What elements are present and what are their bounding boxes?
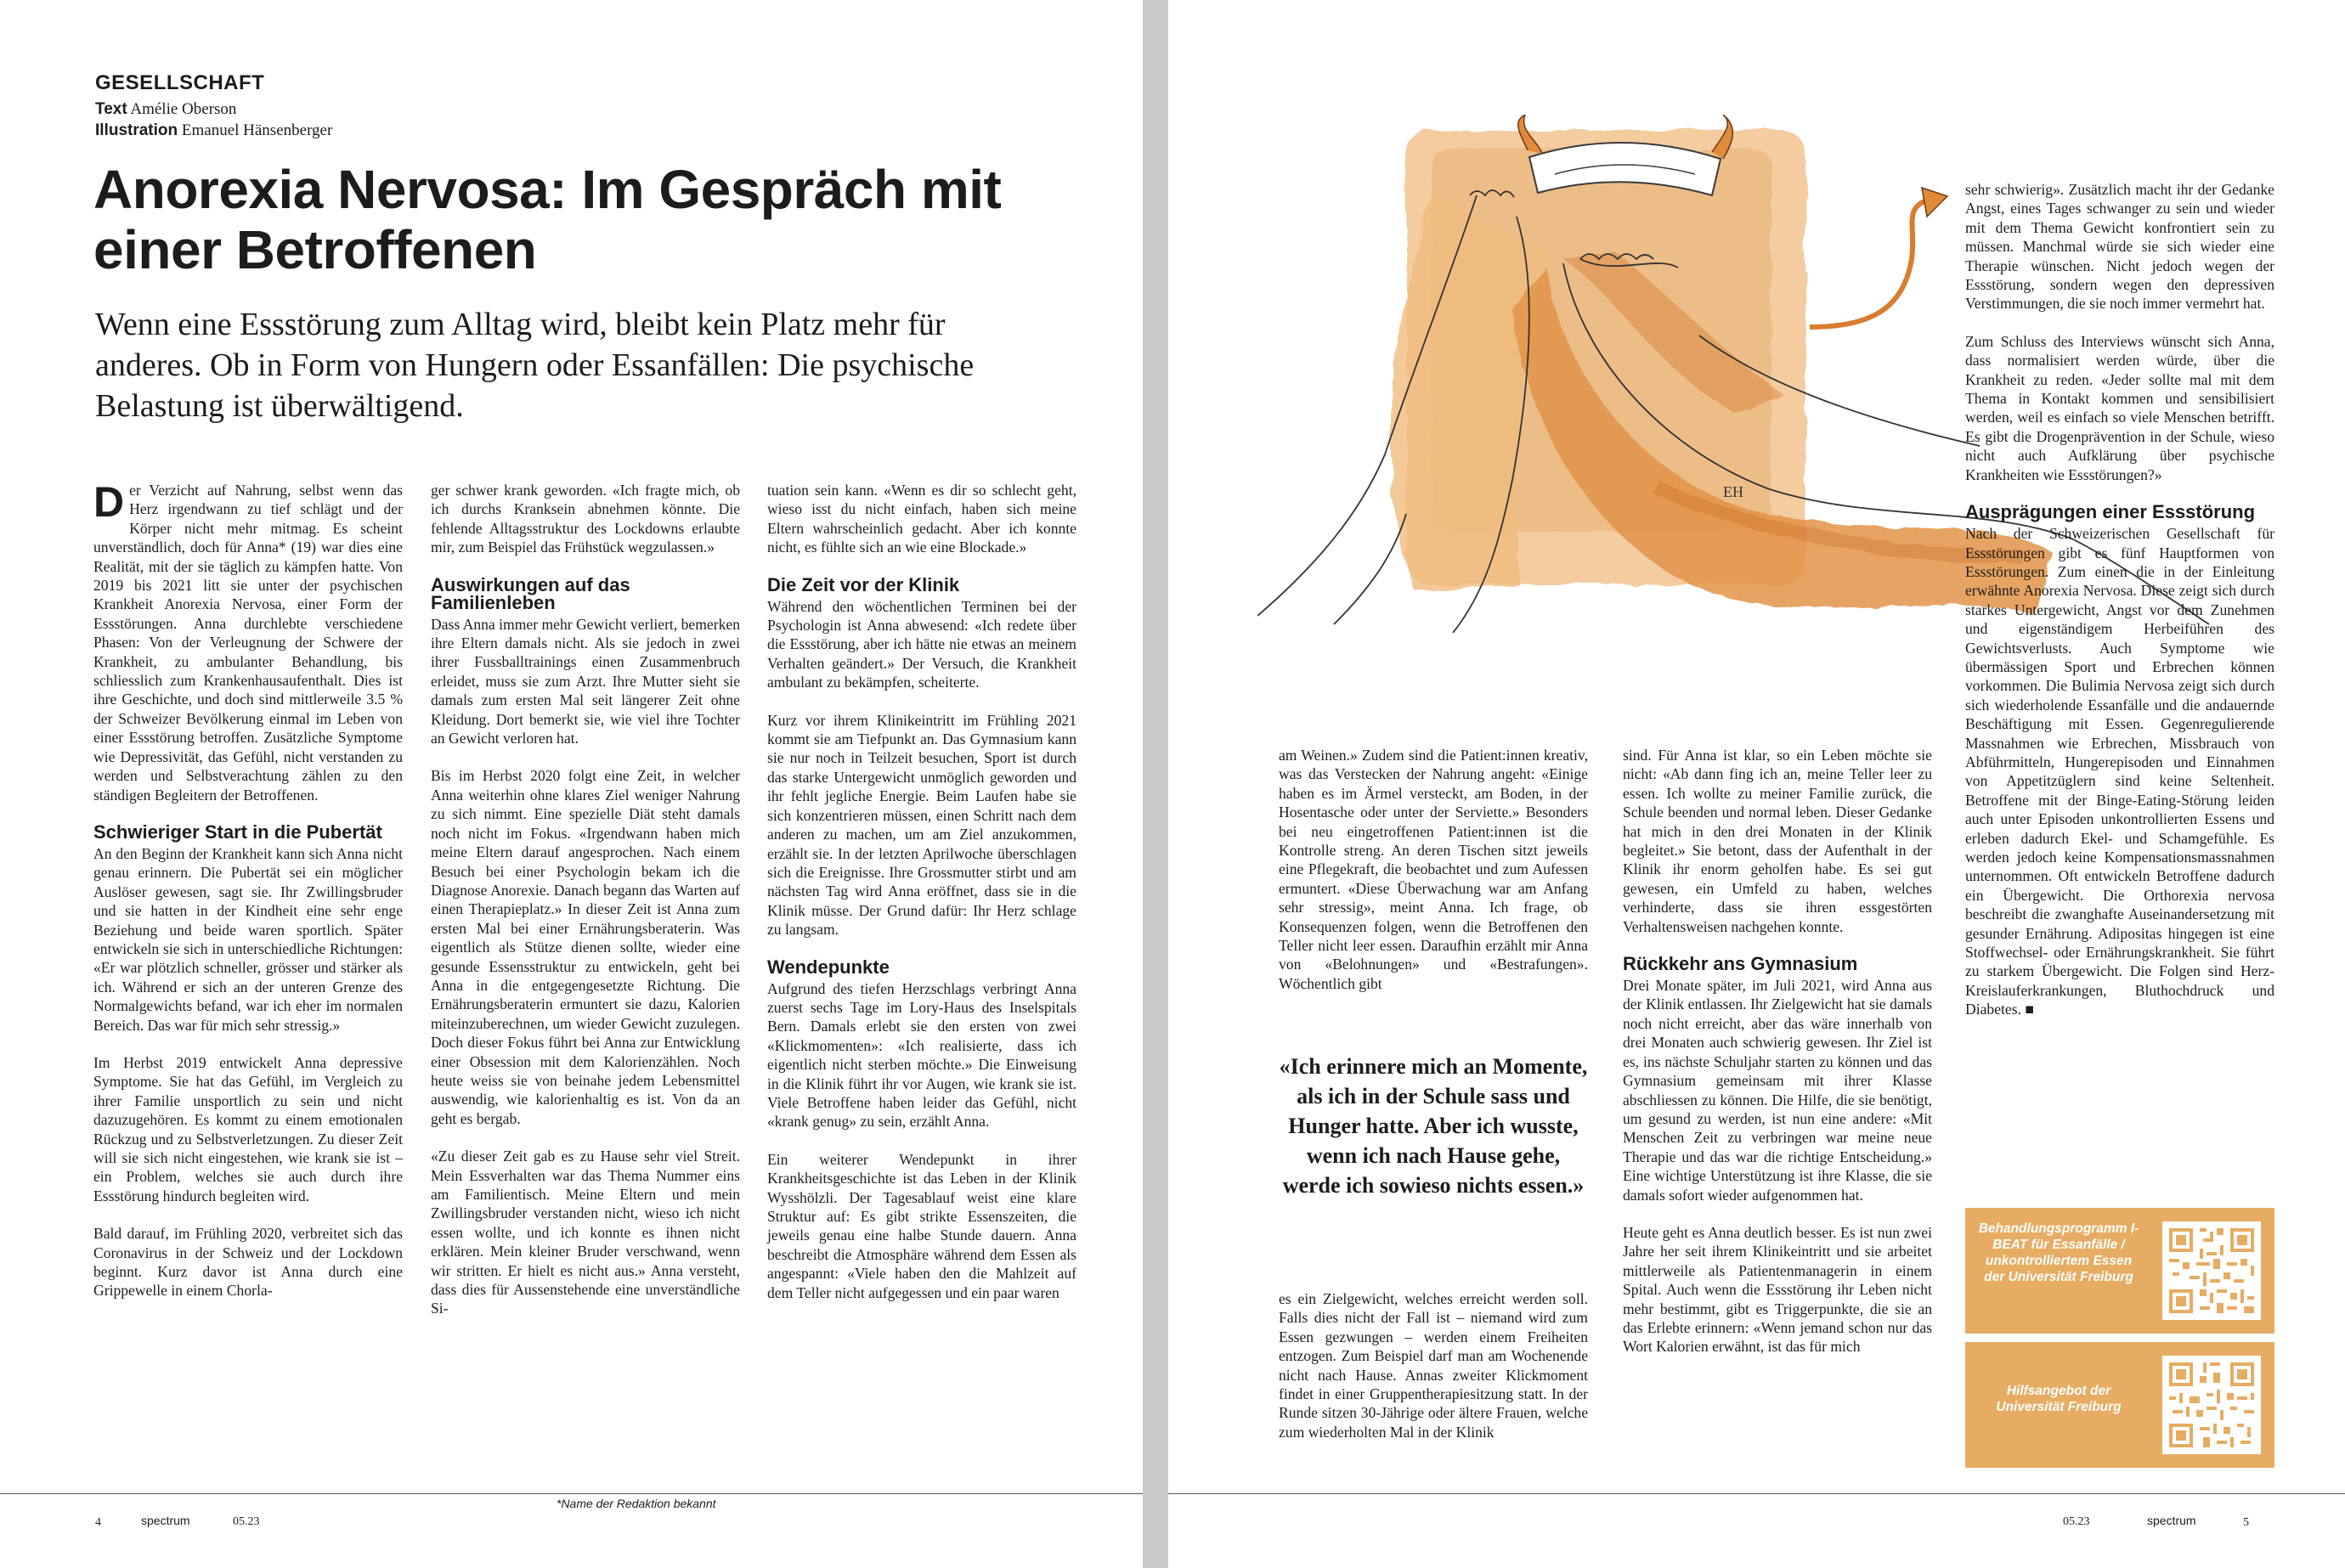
- paragraph: «Zu dieser Zeit gab es zu Hause sehr viel Streit. Mein Essverhalten war das Thema Nummer eins am Familientisch. Meine Eltern und mein Zwillingsbruder verstanden nicht, wieso ich nicht essen wollte, und ich konnte es ihnen nicht erklären. Mein kleiner Bruder verschwand, wenn wir stritten. Er hielt es nicht aus.» Anna versteht, dass dies für Aussenstehende eine unverständliche Si-: [431, 1148, 740, 1317]
- magazine-name: spectrum: [2147, 1514, 2196, 1527]
- drop-cap: D: [93, 478, 125, 526]
- credit-text-author: Amélie Oberson: [130, 100, 237, 118]
- qr-card-hilfsangebot[interactable]: [1965, 1342, 2274, 1468]
- paragraph: Im Herbst 2019 entwickelt Anna depressive Symptome. Sie hat das Gefühl, im Vergleich zu ihrer Familie unsportlich zu sein und nicht dazuzugehören. Es kommt zu einem emotionalen Rückzug und zu Selbstverletzungen. Zu dieser Zeit will sie sich nicht eingestehen, wie krank sie ist – ein Problem, welches sie auch durch ihre Essstörung hindurch begleiten wird.: [93, 1053, 403, 1204]
- lead-line-3: Belastung ist überwältigend.: [95, 388, 464, 424]
- text-column-1: [93, 478, 403, 1319]
- article-lead: [95, 304, 1132, 426]
- paragraph: tuation sein kann. «Wenn es dir so schlecht geht, wieso isst du nicht einfach, haben sich meine Eltern wahrscheinlich gedacht. Aber ich konnte nicht, es fühlte sich an wie eine Blockade.»: [767, 482, 1076, 556]
- qr-caption: Behandlungsprogramm I-BEAT für Essanfälle / unkontrolliertem Essen der Universität Freiburg: [1978, 1221, 2139, 1284]
- paragraph: Bis im Herbst 2020 folgt eine Zeit, in welcher Anna weiterhin ohne klares Ziel weniger Nahrung zu sich nimmt. Eine spezielle Diät steht damals noch nicht im Fokus. «Irgendwann haben mich meine Eltern darauf angesprochen. Nach einem Besuch bei einer Psychologin bekam ich die Diagnose Anorexie. Danach begann das Warten auf einen Therapieplatz.» In dieser Zeit ist Anna zum ersten Mal bei einer Ernährungsberaterin. Was eigentlich als Stütze dienen sollte, wieder eine gesunde Essensstruktur zu entwickeln, geht bei Anna in die entgegengesetzte Richtung. Die Ernährungsberaterin ermuntert sie dazu, Kalorien miteinzuberechnen, um wieder Gewicht zuzulegen. Doch dieser Fokus führt bei Anna zur Entwicklung einer Obsession mit dem Kalorienzählen. Noch heute weiss sie von beinahe jedem Lebensmittel auswendig, wie kalorienhaltig es ist. Von da an geht es bergab.: [431, 767, 740, 1127]
- article-title: [93, 160, 1113, 280]
- subheading: Rückkehr ans Gymnasium: [1623, 953, 1858, 975]
- text-column-b: [1623, 746, 1932, 1375]
- credits: [95, 99, 332, 141]
- text-column-c: [1965, 180, 2274, 1038]
- paragraph: Zum Schluss des Interviews wünscht sich Anna, dass normalisiert werden würde, über die Krankheit zu reden. «Jeder sollte mal mit dem Thema in Kontakt kommen und sensibilisiert werden, weil es einfach so viele Menschen betrifft. Es gibt die Drogenprävention in der Schule, wieso nicht auch Aufklärung über psychische Krankheiten wie Essstörungen?»: [1965, 332, 2274, 483]
- qr-card-ibeat[interactable]: [1965, 1208, 2274, 1334]
- left-page: [0, 0, 1143, 1568]
- qr-caption: Hilfsangebot der Universität Freiburg: [1996, 1384, 2122, 1414]
- illustration-signature: EH: [1723, 483, 1743, 500]
- paragraph: am Weinen.» Zudem sind die Patient:innen kreativ, was das Verstecken der Nahrung angeht: «Einige haben es im Ärmel versteckt, am Boden, in der Hosentasche oder unter der Serviette.» Besonders bei neu eingetroffenen Patient:innen ist die Kontrolle streng. An deren Tischen sitzt jeweils eine Pflegekraft, die beobachtet und zum Aufessen ermuntert. «Diese Überwachung war am Anfang sehr stressig», meint Anna. Ich frage, ob Konsequenzen folgen, wenn die Betroffenen den Teller nicht leer essen. Daraufhin erzählt mir Anna von «Belohnungen» und «Bestrafungen». Wöchentlich gibt: [1279, 747, 1588, 992]
- magazine-name: spectrum: [141, 1514, 190, 1527]
- credit-text-label: Text: [95, 100, 127, 118]
- watercolor-wash: [1391, 130, 2052, 616]
- paragraph: Nach der Schweizerischen Gesellschaft für Essstörungen gibt es fünf Hauptformen von Essstörungen. Zum einen die in der Einleitung erwähnte Anorexia Nervosa. Diese zeigt sich durch starkes Untergewicht, Angst vor dem Zunehmen und eigenständigem Herbeiführen des Gewichtsverlusts. Auch Symptome wie übermässigen Sport und Erbrechen können vorkommen. Die Bulimia Nervosa zeigt sich durch sich wiederholende Essanfälle und die andauernde Beschäftigung mit Essen. Gegenregulierende Massnahmen wie Erbrechen, Missbrauch von Abführmitteln, Hungerepisoden und Einnahmen von Appetitzüglern sind keine Seltenheit. Betroffene mit der Binge-Eating-Störung leiden auch unter Episoden unkontrollierten Essens und erleben dadurch Ekel- und Schamgefühle. Es werden jedoch keine Kompensationsmassnahmen unternommen. Oft entwickeln Betroffene dadurch ein Übergewicht. Die Orthorexia nervosa beschreibt die zwanghafte Auseinandersetzung mit gesunder Ernährung. Adipositas hingegen ist eine Stoffwechsel- oder Ernährungskrankheit. Sie führt zu starkem Übergewicht. Die Folgen sind Herz-Kreislauferkrankungen, Bluthochdruck und Diabetes. ■: [1965, 525, 2274, 1018]
- page-number: 4: [95, 1516, 101, 1529]
- subheading: Auswirkungen auf das Familienleben: [431, 573, 630, 613]
- paragraph: Dass Anna immer mehr Gewicht verliert, bemerken ihre Eltern damals nicht. Als sie jedoch in zwei ihrer Fussballtrainings einen Zusammenbruch erleidet, muss sie zum Arzt. Ihre Mutter sieht sie damals zum ersten Mal seit längerer Zeit ohne Kleidung. Dort bemerkt sie, wie viel ihre Tochter an Gewicht verloren hat.: [431, 615, 740, 747]
- paragraph: Während den wöchentlichen Terminen bei der Psychologin ist Anna abwesend: «Ich redete über die Essstörung, aber ich hätte nie etwas an meinem Verhalten geändert.» Der Versuch, die Krankheit ambulant zu bekämpfen, scheiterte.: [767, 597, 1076, 691]
- text-column-a-continued: [1279, 1289, 1588, 1460]
- paragraph: ger schwer krank geworden. «Ich fragte mich, ob ich durchs Kranksein abnehmen könnte. Die fehlende Alltagsstruktur des Lockdowns erlaubte mir, zum Beispiel das Frühstück wegzulassen.»: [431, 482, 740, 556]
- page-number: 5: [2243, 1516, 2249, 1529]
- title-line-1: Anorexia Nervosa: Im Gespräch mit: [93, 159, 1002, 220]
- credit-illu-label: Illustration: [95, 121, 178, 139]
- paragraph: es ein Zielgewicht, welches erreicht werden soll. Falls dies nicht der Fall ist – niemand wird zum Essen gezwungen – werden einem Freiheiten entzogen. Zum Beispiel darf man am Wochenende nicht nach Hause. Annas zweiter Klickmoment findet in einer Gruppentherapiesitzung statt. In der Runde sitzen 30-Jährige oder ältere Frauen, welche zum wiederholten Mal in der Klinik: [1279, 1290, 1588, 1441]
- paragraph: An den Beginn der Krankheit kann sich Anna nicht genau erinnern. Die Pubertät sei ein möglicher Auslöser gewesen, sagt sie. Ihr Zwillingsbruder und sie hatten in der Kindheit eine sehr enge Beziehung und beide waren sportlich. Später entwickeln sie sich in unterschiedliche Richtungen: «Er war plötzlich schneller, grösser und stärker als ich. Während er sich an der unteren Grenze des Normalgewichts befand, war ich eher im normalen Bereich. Das war für mich sehr stressig.»: [93, 844, 403, 1034]
- footer-rule: [1168, 1493, 2345, 1494]
- text-column-2: [431, 481, 740, 1337]
- credit-illu-author: Emanuel Hänsenberger: [181, 121, 333, 139]
- devil-tail: [1810, 200, 1929, 327]
- paragraph: er Verzicht auf Nahrung, selbst wenn das Herz irgendwann zu tief schlägt und der Körper nicht mehr mitmag. Es scheint unverständlich, doch für Anna* (19) war dies eine Realität, mit der sie täglich zu kämpfen hatte. Von 2019 bis 2021 litt sie unter der psychischen Krankheit Anorexia Nervosa, einer Form der Essstörungen. Anna durchlebte verschiedene Phasen: Von der Verleugnung der Schwere der Krankheit, zu ambulanter Behandlung, bis schliesslich zum Krankenhausaufenthalt. Dies ist ihre Geschichte, und doch sind mittlerweile 3.5 % der Schweizer Bevölkerung einmal im Leben von einer Essstörung betroffen. Zusätzliche Symptome wie Depressivität, das Gefühl, nicht verstanden zu werden und Selbstverachtung zählen zu den ständigen Begleitern der Betroffenen.: [93, 482, 403, 804]
- right-page: [1168, 0, 2345, 1568]
- qr-code[interactable]: [2162, 1356, 2261, 1454]
- qr-code[interactable]: [2162, 1221, 2261, 1320]
- paragraph: Bald darauf, im Frühling 2020, verbreitet sich das Coronavirus in der Schweiz und der Lockdown beginnt. Kurz davor ist Anna durch eine Grippewelle in einem Chorla-: [93, 1225, 403, 1300]
- paragraph: Drei Monate später, im Juli 2021, wird Anna aus der Klinik entlassen. Ihr Zielgewicht hat sie damals noch nicht erreicht, aber das wäre innerhalb von drei Monaten auch schwierig gewesen. Ihr Ziel ist es, ins nächste Schuljahr starten zu können und das Gymnasium gemeinsam mit ihrer Klasse abschliessen zu können. Die Hilfe, die sie benötigt, um gesund zu werden, ist nun eine andere: «Mit Menschen Zeit zu verbringen war meine neue Therapie und das war die richtige Entscheidung.» Eine wichtige Unterstützung ist ihre Klasse, die sie damals sofort wieder aufgenommen hat.: [1623, 977, 1932, 1204]
- devil-tail-tip: [1922, 188, 1947, 217]
- text-column-3: [767, 481, 1076, 1321]
- subheading: Wendepunkte: [767, 956, 890, 978]
- subheading: Die Zeit vor der Klinik: [767, 573, 960, 595]
- text-column-a: [1279, 746, 1588, 1012]
- subheading: Ausprägungen einer Essstörung: [1965, 501, 2256, 523]
- issue-number: 05.23: [2063, 1515, 2090, 1528]
- section-label: GESELLSCHAFT: [95, 71, 265, 94]
- paragraph: sind. Für Anna ist klar, so ein Leben möchte sie nicht: «Ab dann fing ich an, meine Teller leer zu essen. Ich wollte zu meiner Familie zurück, die Schule beenden und normal leben. Dieser Gedanke hat mich in den drei Monaten in der Klinik begleitet.» Sie betont, dass der Aufenthalt in der Klinik ihr enorm geholfen habe. Es sei gut gewesen, ein Umfeld zu haben, welches verhinderte, dass sie ihren essgestörten Verhaltensweisen nachgehen konnte.: [1623, 747, 1932, 935]
- issue-number: 05.23: [233, 1515, 260, 1528]
- paragraph: Heute geht es Anna deutlich besser. Es ist nun zwei Jahre her seit ihrem Klinikeintritt und sie arbeitet mittlerweile als Patientenmanagerin in einem Spital. Auch wenn die Essstörung ihr Leben nicht mehr bestimmt, gibt es Triggerpunkte, die sie an das Erlebte erinnern: «Wenn jemand schon nur das Wort Kalorien erwähnt, ist das für mich: [1623, 1223, 1932, 1356]
- paragraph: Kurz vor ihrem Klinikeintritt im Frühling 2021 kommt sie am Tiefpunkt an. Das Gymnasium kann sie nur noch in Teilzeit besuchen, Sport ist durch das starke Untergewicht unmöglich geworden und ihr fehlt jegliche Energie. Beim Laufen habe sie sich konzentrieren müssen, einen Schritt nach dem anderen zu machen, um am Ziel anzukommen, erzählt sie. In der letzten Aprilwoche überschlagen sich die Ereignisse. Ihre Grossmutter stirbt und am nächsten Tag wird Anna eröffnet, dass sie in die Klinik müsse. Der Grund dafür: Ihr Herz schlage zu langsam.: [767, 711, 1076, 939]
- paragraph: sehr schwierig». Zusätzlich macht ihr der Gedanke Angst, eines Tages schwanger zu sein und wieder mit dem Thema Gewicht konfrontiert sein zu müssen. Manchmal würde sie sich wieder eine Therapie wünschen. Nicht jedoch wegen der Essstörung, sondern wegen den depressiven Verstimmungen, die sie noch immer vermehrt hat.: [1965, 181, 2274, 313]
- lead-line-2: anderes. Ob in Form von Hungern oder Essanfällen: Die psychische: [95, 347, 975, 383]
- paragraph: Ein weiterer Wendepunkt in ihrer Krankheitsgeschichte ist das Leben in der Klinik Wysshölzli. Der Tagesablauf weist eine klare Struktur auf: Es gibt strikte Essenszeiten, die jeweils genau eine halbe Stunde dauern. Anna beschreibt die Atmosphäre während dem Essen als angespannt: «Viele haben den die Mahlzeit auf dem Teller nicht aufgegessen und ein paar waren: [767, 1150, 1076, 1301]
- footer-rule: [0, 1493, 1143, 1494]
- subheading: Schwieriger Start in die Pubertät: [93, 821, 382, 843]
- pull-quote: «Ich erinnere mich an Momente, als ich in der Schule sass und Hunger hatte. Aber ich wusste, wenn ich nach Hause gehe, werde ich sowieso nichts essen.»: [1279, 1054, 1588, 1198]
- title-line-2: einer Betroffenen: [93, 219, 537, 280]
- footnote: *Name der Redaktion bekannt: [557, 1497, 716, 1510]
- lead-line-1: Wenn eine Essstörung zum Alltag wird, bleibt kein Platz mehr für: [95, 307, 946, 342]
- paragraph: Aufgrund des tiefen Herzschlags verbringt Anna zuerst sechs Tage im Lory-Haus des Inselspitals Bern. Damals erlebt sie den ersten von zwei «Klickmomenten»: «Ich realisierte, dass ich eigentlich nicht sterben möchte.» Die Einweisung in die Klinik führt ihr vor Augen, wie krank sie ist. Viele Betroffene haben leider das Gefühl, nicht «krank genug» zu sein, erzählt Anna.: [767, 979, 1076, 1131]
